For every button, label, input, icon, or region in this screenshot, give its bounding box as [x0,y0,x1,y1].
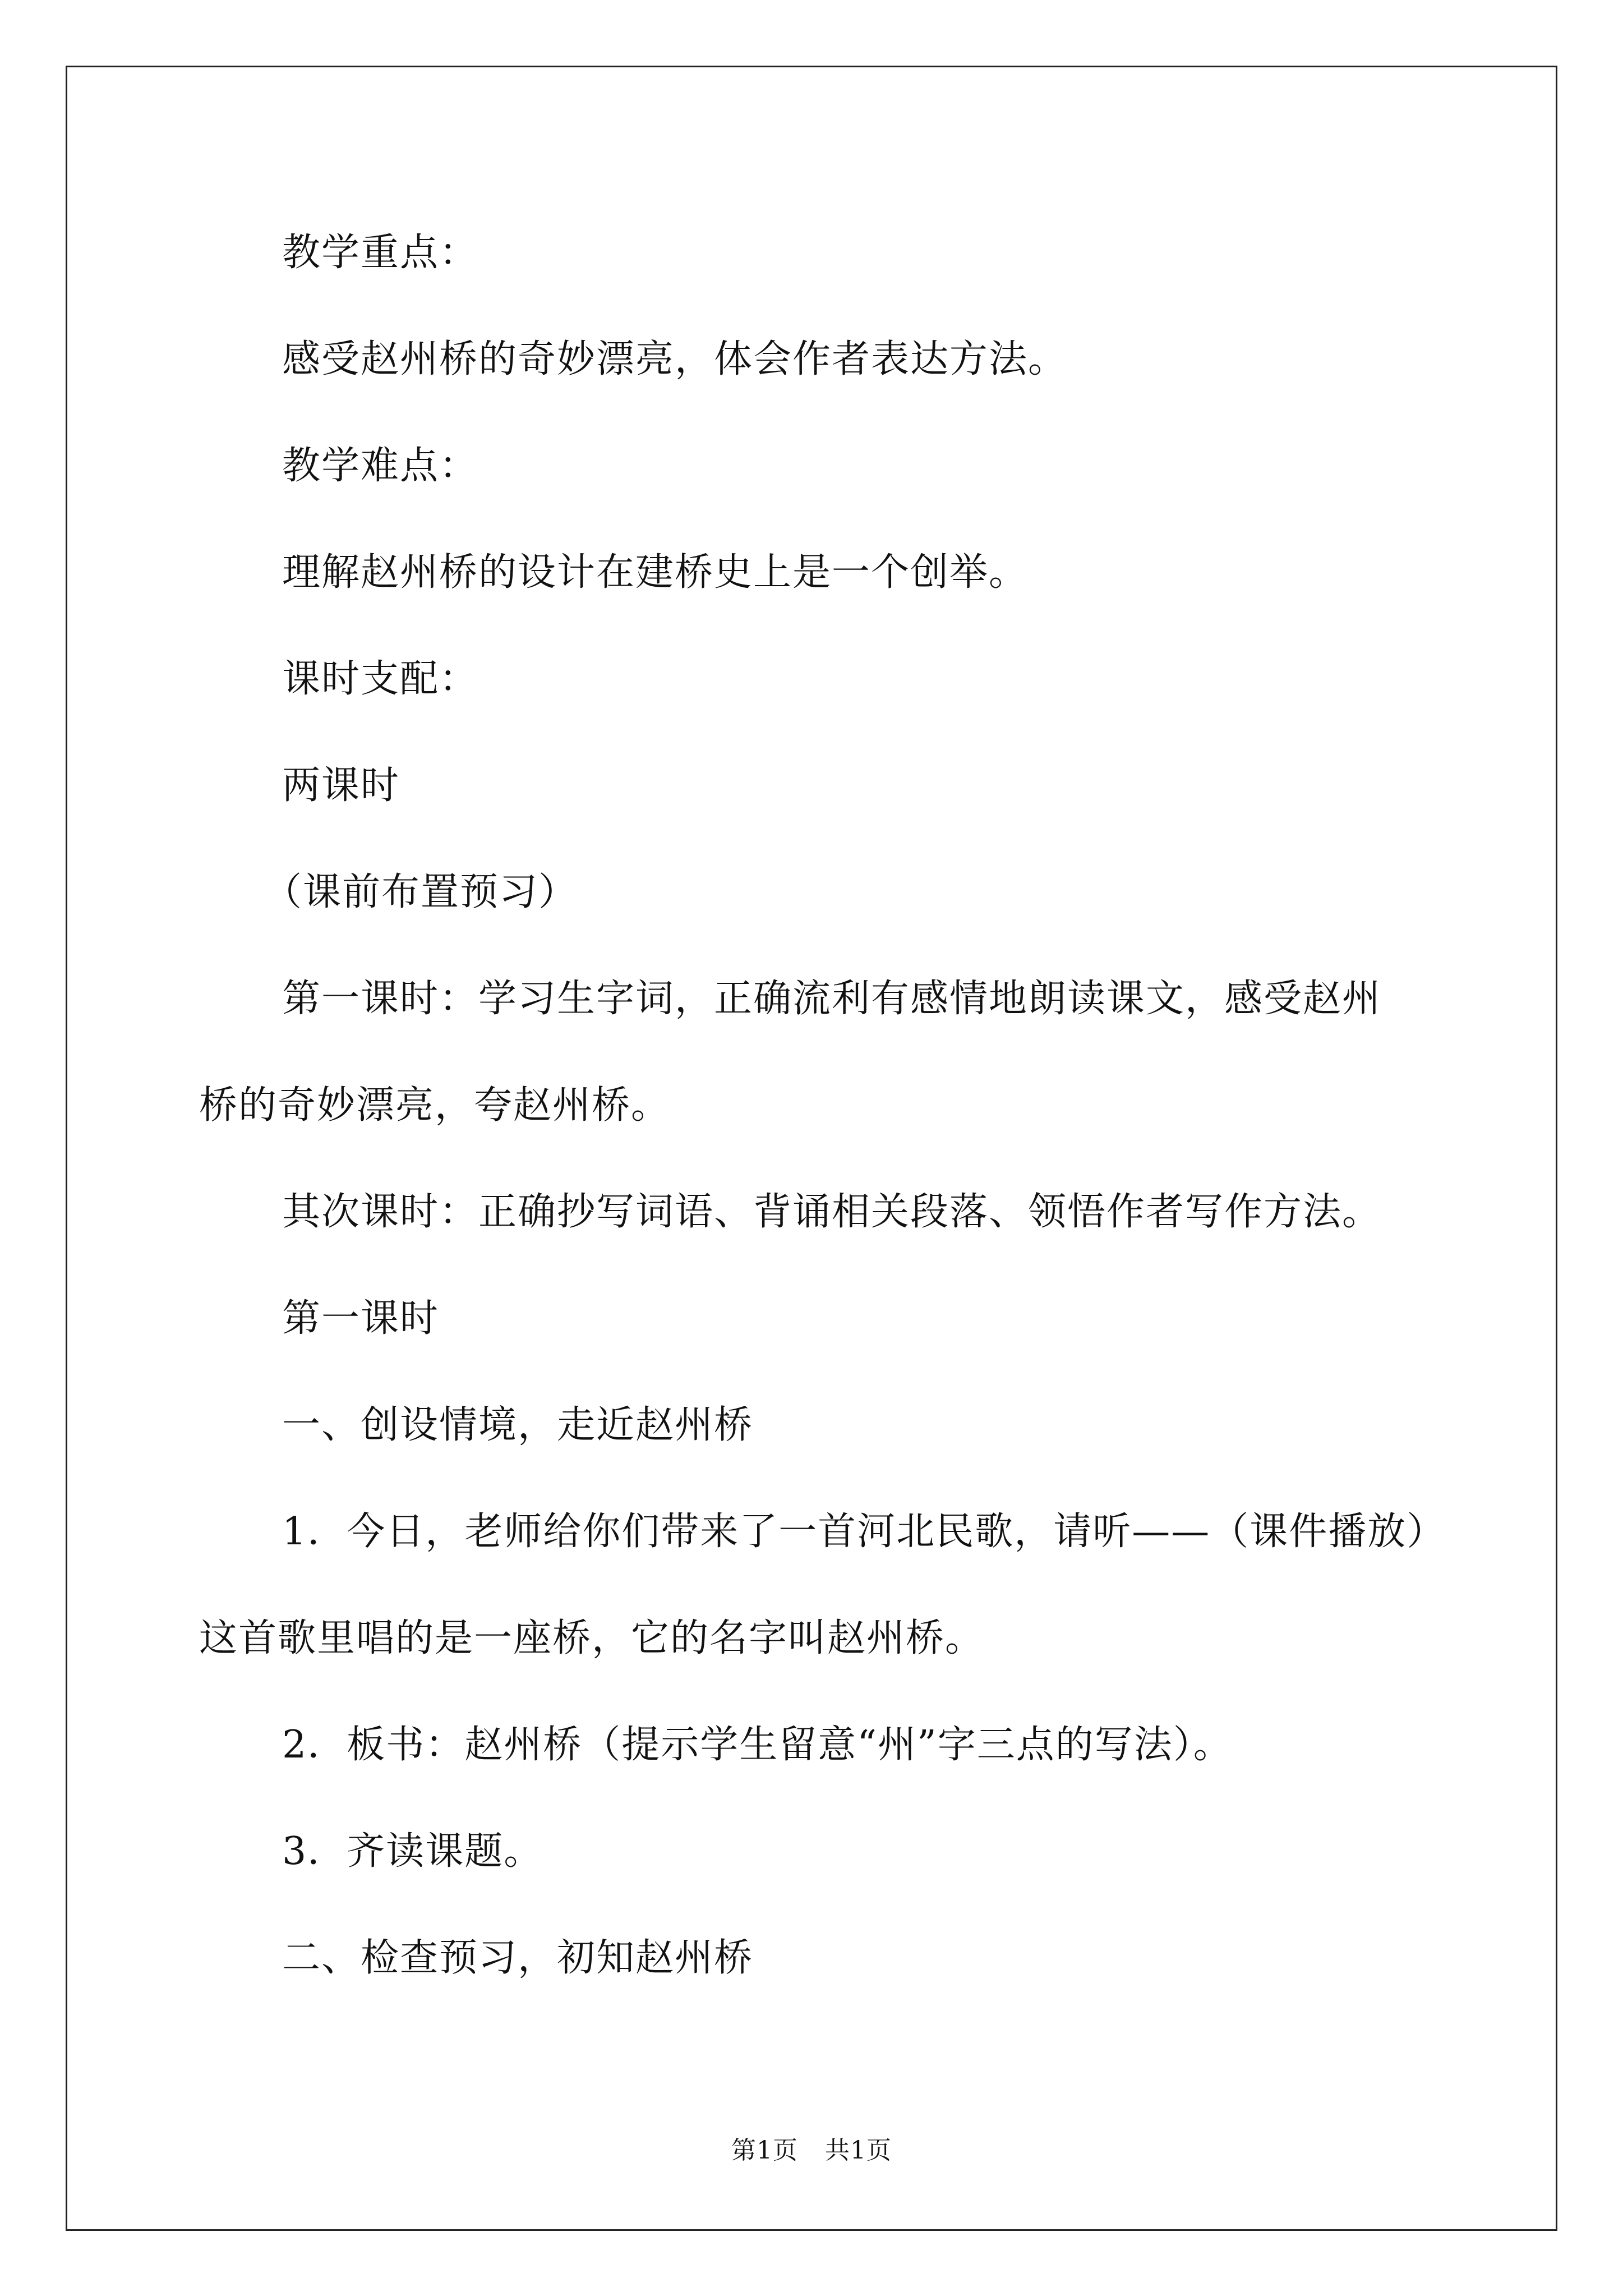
paragraph-difficulty-content: 理解赵州桥的设计在建桥史上是一个创举。 [282,550,1029,595]
paragraph-step-1-line1: 1．今日，老师给你们带来了一首河北民歌，请听——（课件播放） [282,1510,1446,1554]
heading-teaching-focus: 教学重点： [282,231,479,275]
page-border [66,66,1557,2231]
paragraph-step-1-line2: 这首歌里唱的是一座桥，它的名字叫赵州桥。 [199,1616,985,1660]
heading-first-period: 第一课时 [282,1296,440,1341]
paragraph-focus-content: 感受赵州桥的奇妙漂亮，体会作者表达方法。 [282,337,1068,381]
page-number-current: 第1页 [731,2136,798,2165]
heading-teaching-difficulty: 教学难点： [282,444,479,488]
paragraph-second-period: 其次课时：正确抄写词语、背诵相关段落、领悟作者写作方法。 [282,1190,1382,1234]
paragraph-first-period-line1: 第一课时：学习生字词，正确流利有感情地朗读课文，感受赵州 [282,977,1382,1021]
paragraph-step-3: 3．齐读课题。 [282,1829,543,1874]
heading-section-one: 一、创设情境，走近赵州桥 [282,1403,754,1447]
heading-class-schedule: 课时支配： [282,657,479,701]
page-footer [0,2138,1623,2163]
paragraph-first-period-line2: 桥的奇妙漂亮，夸赵州桥。 [199,1083,671,1128]
heading-section-two: 二、检查预习，初知赵州桥 [282,1936,754,1980]
page-number-total: 共1页 [825,2136,892,2165]
paragraph-two-periods: 两课时 [282,763,400,808]
paragraph-preview-note: （课前布置预习） [264,870,578,914]
paragraph-step-2: 2．板书：赵州桥（提示学生留意“州”字三点的写法）。 [282,1723,1233,1767]
